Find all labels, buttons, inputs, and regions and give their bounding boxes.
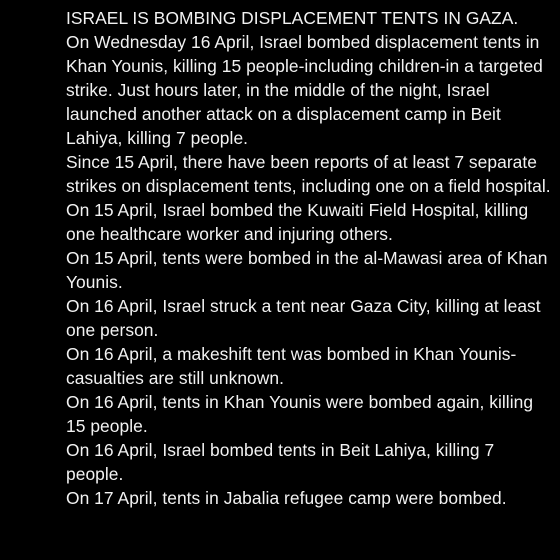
post-paragraph: Since 15 April, there have been reports of at least 7 separate strikes on displacement tents, including one on a field hospital.: [66, 152, 551, 196]
post-paragraph: On 15 April, tents were bombed in the al-Mawasi area of Khan Younis.: [66, 248, 548, 292]
post-paragraph: On 15 April, Israel bombed the Kuwaiti Field Hospital, killing one healthcare worker and injuring others.: [66, 200, 529, 244]
post-paragraph: On 16 April, Israel struck a tent near Gaza City, killing at least one person.: [66, 296, 541, 340]
post-body: [66, 6, 556, 510]
post-paragraph: On 16 April, tents in Khan Younis were bombed again, killing 15 people.: [66, 392, 534, 436]
post-heading: ISRAEL IS BOMBING DISPLACEMENT TENTS IN GAZA.: [66, 8, 519, 28]
post-paragraph: On 17 April, tents in Jabalia refugee camp were bombed.: [66, 488, 507, 508]
post-paragraph: On 16 April, Israel bombed tents in Beit Lahiya, killing 7 people.: [66, 440, 495, 484]
post-paragraph: On Wednesday 16 April, Israel bombed displacement tents in Khan Younis, killing 15 people-including children-in a targeted strike. Just hours later, in the middle of the night, Israel launched another attack on a displacement camp in Beit Lahiya, killing 7 people.: [66, 32, 543, 148]
post-paragraph: On 16 April, a makeshift tent was bombed in Khan Younis-casualties are still unknown.: [66, 344, 517, 388]
truncated-next-line: [66, 549, 486, 560]
